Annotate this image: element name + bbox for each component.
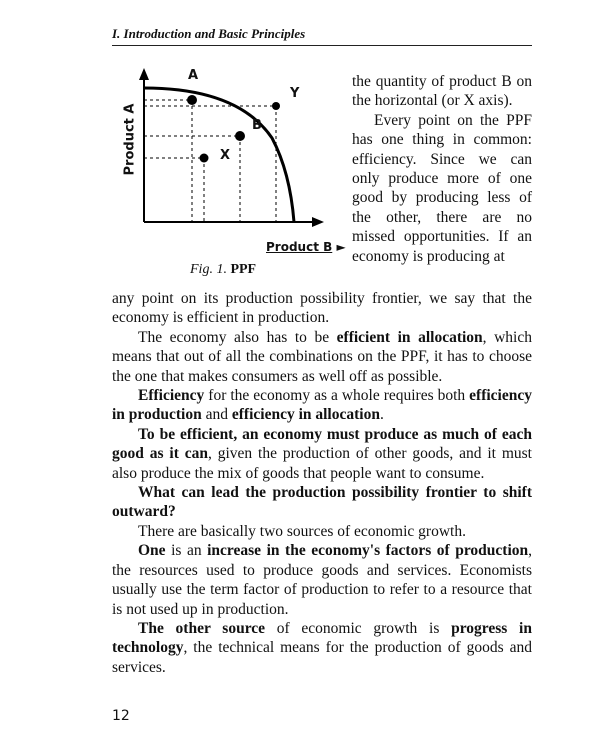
point-a-label: A bbox=[188, 68, 199, 83]
para-1: any point on its production possibility frontier, we say that the economy is efficient in production. bbox=[112, 290, 532, 327]
point-b-label: B bbox=[252, 118, 262, 133]
para-2 bbox=[112, 328, 532, 386]
point-x-marker bbox=[200, 154, 209, 163]
para-4 bbox=[112, 425, 532, 483]
para-8-d: , the technical means for the production of goods and services. bbox=[112, 639, 532, 676]
para-4-bold: To be efficient, an economy must produce as much of each good as it can bbox=[112, 425, 532, 463]
side-column-text bbox=[352, 72, 532, 266]
y-axis-label: Product A bbox=[122, 103, 138, 176]
para-3-b: for the economy as a whole requires both bbox=[204, 387, 470, 405]
para-7 bbox=[112, 541, 532, 619]
para-5-bold: What can lead the production possibility frontier to shift outward? bbox=[112, 484, 532, 521]
para-7-b: is an bbox=[165, 542, 208, 560]
caption-title: PPF bbox=[230, 262, 257, 277]
para-2-bold: efficient in allocation bbox=[336, 328, 483, 346]
x-axis-label-text: Product B bbox=[266, 240, 333, 254]
point-b-marker bbox=[235, 131, 245, 141]
y-axis-arrow bbox=[139, 68, 149, 80]
caption-prefix: Fig. 1. bbox=[190, 262, 227, 277]
body-text bbox=[112, 289, 532, 677]
para-3-f: . bbox=[379, 406, 384, 424]
para-2-c: , which means that out of all the combinations on the PPF, it has to choose the one that makes consumers as well off as possible. bbox=[112, 328, 532, 385]
point-y-label: Y bbox=[290, 86, 300, 101]
point-x-label: X bbox=[220, 148, 231, 163]
para-3-d: and bbox=[201, 406, 232, 424]
side-para-1: the quantity of product B on the horizontal (or X axis). bbox=[352, 73, 532, 110]
para-7-bold-a: One bbox=[138, 542, 166, 560]
para-7-bold-c: increase in the economy's factors of production bbox=[207, 542, 529, 560]
para-2-a: The economy also has to be bbox=[138, 328, 337, 346]
para-8-bold-a: The other source bbox=[138, 619, 266, 637]
para-3-bold-a: Efficiency bbox=[138, 387, 205, 405]
ppf-diagram bbox=[108, 62, 348, 294]
para-7-d: , the resources used to produce goods and services. Economists usually use the term factor of production to refer to a resource that is not used up in production. bbox=[112, 542, 533, 618]
para-8-bold-c: progress in technology bbox=[112, 619, 532, 657]
x-axis-arrow bbox=[312, 217, 324, 227]
header-rule bbox=[112, 45, 532, 46]
running-header: I. Introduction and Basic Principles bbox=[112, 26, 306, 41]
para-3-bold-e: efficiency in allocation bbox=[231, 406, 380, 424]
x-axis-label: Product B ► bbox=[266, 240, 346, 254]
para-3-bold-c: efficiency in production bbox=[112, 387, 532, 424]
para-8 bbox=[112, 619, 532, 677]
para-4-b: , given the production of other goods, and it must also produce the mix of goods that people want to consume. bbox=[112, 445, 532, 482]
ppf-figure bbox=[108, 62, 348, 294]
para-8-b: of economic growth is bbox=[265, 619, 452, 637]
point-a-marker bbox=[187, 95, 197, 105]
page-number: 12 bbox=[112, 708, 130, 724]
side-para-2: Every point on the PPF has one thing in common: efficiency. Since we can only produce more of one good by producing less of the other, there are no missed opportunities. If an economy is producing at bbox=[352, 111, 532, 265]
point-y-marker bbox=[272, 102, 280, 110]
figure-caption bbox=[190, 262, 256, 278]
para-5-heading bbox=[112, 483, 532, 522]
ppf-curve bbox=[144, 88, 294, 222]
para-3 bbox=[112, 386, 532, 425]
para-6: There are basically two sources of economic growth. bbox=[138, 522, 466, 540]
